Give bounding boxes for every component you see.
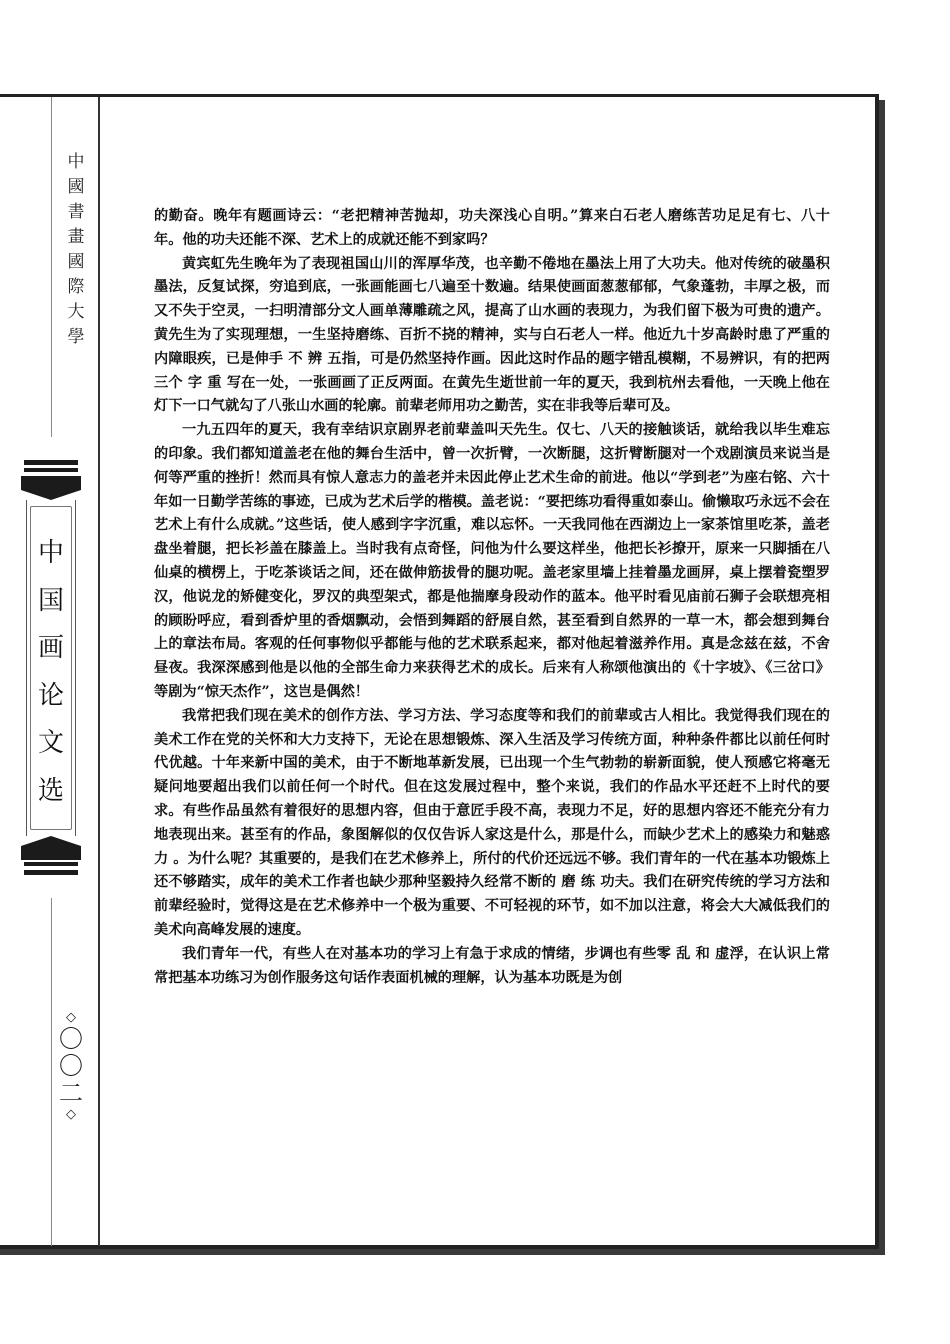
frame-shadow-right: [879, 100, 885, 1253]
book-title-vertical: [26, 530, 76, 815]
paragraph: 我们青年一代，有些人在对基本功的学习上有急于求成的情绪，步调也有些零 乱 和 虚浮，在认识上常常把基本功练习为创作服务这句话作表面机械的理解，认为基本功既是为创: [154, 945, 830, 986]
book-title-char: 国: [37, 585, 64, 616]
school-name-char: 大: [67, 302, 85, 322]
book-title-char: 论: [37, 680, 64, 711]
margin-rule-upper: [51, 97, 52, 437]
title-ornament-bottom: [21, 836, 81, 860]
margin-divider: [98, 97, 100, 1246]
title-band-top-1: [24, 460, 78, 465]
body-text: [154, 205, 830, 990]
paragraph: 我常把我们现在美术的创作方法、学习方法、学习态度等和我们的前辈或古人相比。我觉得我们现在的美术工作在党的关怀和大力支持下，无论在思想锻炼、深入生活及学习传统方面，种种条件都比以前任何时代优越。十年来新中国的美术，由于不断地革新发展，已出现一个生气勃勃的崭新面貌，使人预感它将毫无疑问地要超出我们以前任何一个时代。但在这发展过程中，整个来说，我们的作品水平还赶不上时代的要求。有些作品虽然有着很好的思想内容，但由于意匠手段不高，表现力不足，好的思想内容还不能充分有力地表现出来。甚至有的作品，象图解似的仅仅告诉人家这是什么，那是什么，而缺少艺术上的感染力和魅惑力 。为什么呢？其重要的，是我们在艺术修养上，所付的代价还远远不够。我们青年的一代在基本功锻炼上还不够踏实，成年的美术工作者也缺少那种坚毅持久经常不断的 磨 练 功夫。我们在研究传统的学习方法和前辈经验时，觉得这是在艺术修养中一个极为重要、不可轻视的环节，如不加以注意，将会大大减低我们的美术向高峰发展的速度。: [154, 707, 830, 938]
school-name-vertical: [60, 150, 92, 350]
school-name-char: 際: [67, 277, 85, 297]
page-number-digit: 〇: [59, 1025, 83, 1053]
paragraph: 的勤奋。晚年有题画诗云：“老把精神苦抛却，功夫深浅心自明。”算来白石老人磨练苦功足足有七、八十年。他的功夫还能不深、艺术上的成就还能不到家吗？: [154, 208, 830, 248]
page-number: [56, 1010, 86, 1123]
book-title-char: 文: [37, 728, 64, 758]
frame-shadow-bottom: [0, 1249, 885, 1255]
paragraph: 黄宾虹先生晚年为了表现祖国山川的浑厚华茂，也辛勤不倦地在墨法上用了大功夫。他对传统的破墨积墨法，反复试探，穷追到底，一张画能画七八遍至十数遍。结果使画面葱葱郁郁，气象蓬勃，丰厚之极，而又不失于空灵，一扫明清部分文人画单薄雕疏之风，提高了山水画的表现力，为我们留下极为可贵的遗产。黄先生为了实现理想，一生坚持磨练、百折不挠的精神，实与白石老人一样。他近九十岁高龄时患了严重的内障眼疾，已是伸手 不 辨 五指，可是仍然坚持作画。因此这时作品的题字错乱模糊，不易辨识，有的把两三个 字 重 写在一处，一张画画了正反两面。在黄先生逝世前一年的夏天，我到杭州去看他，一天晚上他在灯下一口气就勾了八张山水画的轮廓。前辈老师用功之勤苦，实在非我等后辈可及。: [154, 255, 830, 415]
book-title-char: 画: [37, 633, 64, 663]
school-name-char: 中: [67, 152, 85, 172]
school-name-char: 書: [67, 202, 85, 222]
margin-rule-lower: [51, 898, 52, 1246]
school-name-char: 畫: [67, 227, 85, 247]
title-band-bottom-1: [24, 862, 78, 866]
title-band-bottom-2: [24, 870, 78, 875]
school-name-char: 學: [67, 327, 85, 347]
page-number-digit: 二: [59, 1079, 83, 1107]
page-number-ornament-top: ◇: [66, 1010, 76, 1025]
page-number-ornament-bottom: ◇: [66, 1107, 76, 1122]
book-title-char: 选: [37, 775, 64, 806]
title-band-top-2: [24, 468, 78, 472]
title-ornament-top: [21, 476, 81, 500]
paragraph: 一九五四年的夏天，我有幸结识京剧界老前辈盖叫天先生。仅七、八天的接触谈话，就给我以毕生难忘的印象。我们都知道盖老在他的舞台生活中，曾一次折臂，一次断腿，这折臂断腿对一个戏剧演员来说当是何等严重的挫折！然而具有惊人意志力的盖老并未因此停止艺术生命的前进。他以“学到老”为座右铭、六十年如一日勤学苦练的事迹，已成为艺术后学的楷模。盖老说：“要把练功看得重如泰山。偷懒取巧永远不会在艺术上有什么成就。”这些话，使人感到字字沉重，难以忘怀。一天我同他在西湖边上一家茶馆里吃茶，盖老盘坐着腿，把长衫盖在膝盖上。当时我有点奇怪，问他为什么要这样坐，他把长衫撩开，原来一只脚插在八仙桌的横楞上，于吃茶谈话之间，还在做伸筋拔骨的腿功呢。盖老家里墙上挂着墨龙画屏，桌上摆着瓷塑罗汉，他说龙的矫健变化，罗汉的典型架式，都是他揣摩身段动作的蓝本。他平时看见庙前石狮子会联想亮相的顾盼呼应，看到香炉里的香烟飘动，会悟到舞蹈的舒展自然，甚至看到自然界的一草一木，都会想到舞台上的章法布局。客观的任何事物似乎都能与他的艺术联系起来，都对他起着滋养作用。真是念兹在兹，不舍昼夜。我深深感到他是以他的全部生命力来获得艺术的成长。后来有人称颂他演出的《十字坡》、《三岔口》等剧为“惊天杰作”，这岂是偶然！: [154, 422, 830, 700]
school-name-char: 國: [67, 252, 85, 272]
school-name-char: 國: [67, 177, 85, 197]
book-title-char: 中: [37, 538, 64, 568]
page-number-digit: 〇: [59, 1052, 83, 1080]
